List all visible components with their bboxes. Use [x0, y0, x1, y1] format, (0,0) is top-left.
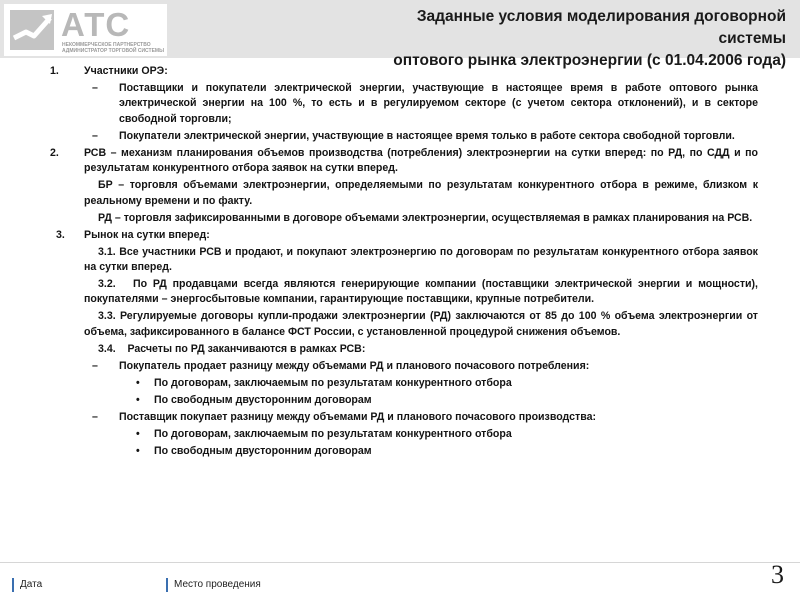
bullet-item-text: По свободным двусторонним договорам — [154, 444, 372, 457]
section-number: 2. — [50, 146, 59, 159]
section-3-heading: Рынок на сутки вперед: — [84, 228, 210, 241]
bullet-item-text: По договорам, заключаемым по результатам конкурентного отбора — [154, 376, 512, 389]
paragraph-br — [42, 178, 758, 209]
paragraph-text: 3.4. Расчеты по РД заканчиваются в рамках РСВ: — [98, 342, 366, 355]
logo-subtitle: НЕКОММЕРЧЕСКОЕ ПАРТНЕРСТВО АДМИНИСТРАТОР ТОРГОВОЙ СИСТЕМЫ — [62, 42, 164, 54]
bullet-item — [42, 427, 758, 442]
logo — [4, 4, 167, 56]
paragraph-text: 3.3. Регулируемые договоры купли-продажи электроэнергии (РД) заключаются от 85 до 100 % объема электроэнергии от объема, зафиксированного в балансе ФСТ России, с установленной процедурой снижения объемов. — [84, 310, 758, 338]
section-number: 3. — [56, 228, 65, 241]
dash-item — [42, 410, 758, 425]
slide-content — [42, 64, 761, 461]
bullet-item-text: По договорам, заключаемым по результатам конкурентного отбора — [154, 427, 512, 440]
dash-item — [42, 129, 758, 144]
paragraph-3-3 — [42, 309, 758, 340]
section-2 — [42, 146, 758, 177]
title-line-1: Заданные условия моделирования договорной системы — [416, 8, 786, 47]
bullet-marker: • — [136, 376, 140, 389]
footer-divider — [0, 562, 800, 563]
dash-marker: – — [92, 410, 98, 423]
dash-item — [42, 81, 758, 127]
section-3 — [42, 228, 758, 243]
paragraph-rd — [42, 211, 758, 226]
section-2-text: РСВ – механизм планирования объемов производства (потребления) электроэнергии на сутки вперед: по РД, по СДД и по результатам конкурентного отбора заявок на сутки вперед. — [84, 146, 758, 175]
bullet-item-text: По свободным двусторонним договорам — [154, 393, 372, 406]
footer-date: Дата — [12, 578, 42, 592]
dash-marker: – — [92, 129, 98, 142]
bullet-marker: • — [136, 427, 140, 440]
title-line-2: оптового рынка электроэнергии (с 01.04.2006 года) — [393, 52, 786, 69]
bullet-item — [42, 393, 758, 408]
paragraph-text: 3.2. По РД продавцами всегда являются генерирующие компании (поставщики электрической энергии и мощности), покупателями – энергосбытовые компании, гарантирующие поставщики, крупные потребители. — [84, 278, 761, 306]
paragraph-text: 3.1. Все участники РСВ и продают, и покупают электроэнергию по договорам по результатам конкурентного отбора заявок на сутки вперед. — [84, 245, 758, 274]
ats-logo-icon — [10, 10, 54, 50]
bullet-item — [42, 376, 758, 391]
dash-item — [42, 359, 758, 374]
footer-place: Место проведения — [166, 578, 261, 592]
bullet-item — [42, 444, 758, 459]
section-1 — [42, 64, 758, 79]
dash-marker: – — [92, 359, 98, 372]
paragraph-text: РД – торговля зафиксированными в договоре объемами электроэнергии, осуществляемая в рамках планирования на РСВ. — [98, 211, 753, 224]
dash-item-text: Покупатели электрической энергии, участвующие в настоящее время только в работе сектора свободной торговли. — [119, 129, 735, 142]
paragraph-3-1 — [42, 245, 758, 276]
dash-item-text: Поставщики и покупатели электрической энергии, участвующие в настоящее время в работе оптового рынка электрической энергии на 100 %, то есть и в регулируемом секторе (с учетом сектора отклонений), и в секторе свободной торговли; — [119, 82, 758, 125]
bullet-marker: • — [136, 393, 140, 406]
slide-title — [346, 6, 786, 72]
dash-item-text: Покупатель продает разницу между объемами РД и планового почасового потребления: — [119, 359, 590, 372]
section-number: 1. — [50, 65, 59, 77]
section-1-heading: Участники ОРЭ: — [84, 65, 168, 77]
dash-item-text: Поставщик покупает разницу между объемами РД и планового почасового производства: — [119, 410, 596, 423]
logo-name: АТС — [61, 6, 131, 43]
paragraph-3-4 — [42, 342, 758, 357]
dash-marker: – — [92, 82, 98, 94]
page-number: 3 — [771, 560, 784, 589]
paragraph-text: БР – торговля объемами электроэнергии, определяемыми по результатам конкурентного отбора в режиме, близком к реальному времени и по факту. — [84, 179, 758, 207]
bullet-marker: • — [136, 444, 140, 457]
paragraph-3-2 — [42, 277, 761, 308]
